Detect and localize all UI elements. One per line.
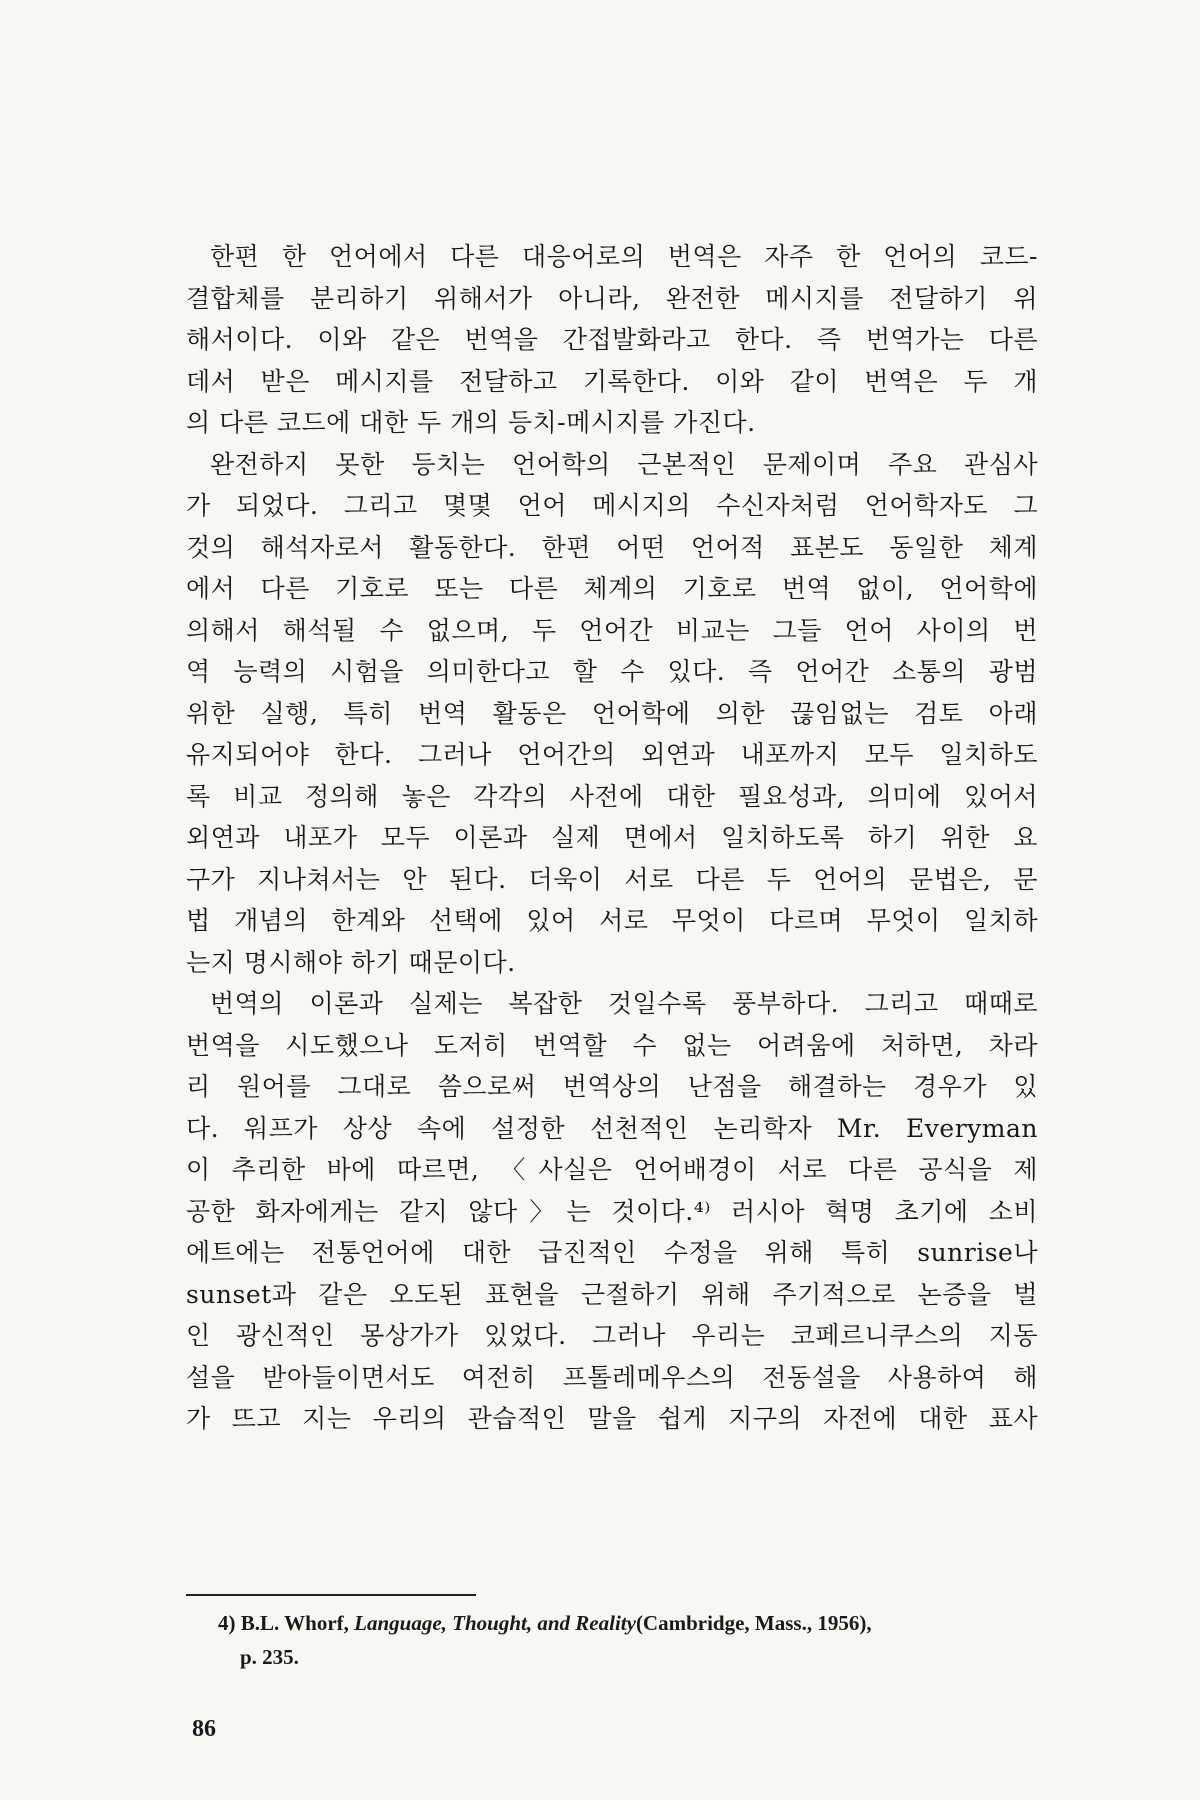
body-line: 것의 해석자로서 활동한다. 한편 어떤 언어적 표본도 동일한 체계 xyxy=(186,532,1038,562)
footnote xyxy=(218,1606,1038,1674)
body-line: 유지되어야 한다. 그러나 언어간의 외연과 내포까지 모두 일치하도 xyxy=(186,740,1038,769)
body-line: 인 광신적인 몽상가가 있었다. 그러나 우리는 코페르니쿠스의 지동 xyxy=(186,1321,1038,1350)
body-line: 해서이다. 이와 같은 번역을 간접발화라고 한다. 즉 번역가는 다른 xyxy=(186,325,1038,354)
body-line: 리 원어를 그대로 씀으로써 번역상의 난점을 해결하는 경우가 있 xyxy=(186,1072,1038,1101)
body-line: 위한 실행, 특히 번역 활동은 언어학에 의한 끊임없는 검토 아래 xyxy=(186,698,1038,728)
footnote-author: B.L. Whorf, xyxy=(240,1611,349,1635)
body-line: 법 개념의 한계와 선택에 있어 서로 무엇이 다르며 무엇이 일치하 xyxy=(186,906,1038,935)
body-line: 의 다른 코드에 대한 두 개의 등치-메시지를 가진다. xyxy=(186,408,756,437)
body-line: sunset과 같은 오도된 표현을 근절하기 위해 주기적으로 논증을 벌 xyxy=(186,1279,1038,1309)
footnote-number: 4) xyxy=(218,1611,236,1635)
body-line: 공한 화자에게는 같지 않다〉는 것이다.⁴⁾ 러시아 혁명 초기에 소비 xyxy=(186,1196,1038,1226)
body-line: 외연과 내포가 모두 이론과 실제 면에서 일치하도록 하기 위한 요 xyxy=(186,823,1038,852)
body-line: 번역의 이론과 실제는 복잡한 것일수록 풍부하다. 그리고 때때로 xyxy=(210,989,1038,1018)
body-line: 번역을 시도했으나 도저히 번역할 수 없는 어려움에 처하면, 차라 xyxy=(186,1030,1038,1060)
body-text xyxy=(186,236,1038,1440)
body-line: 결합체를 분리하기 위해서가 아니라, 완전한 메시지를 전달하기 위 xyxy=(186,283,1038,313)
footnote-page: p. 235. xyxy=(240,1645,299,1669)
body-line: 는지 명시해야 하기 때문이다. xyxy=(186,947,516,977)
body-line: 가 되었다. 그리고 몇몇 언어 메시지의 수신자처럼 언어학자도 그 xyxy=(186,491,1038,520)
body-line: 록 비교 정의해 놓은 각각의 사전에 대한 필요성과, 의미에 있어서 xyxy=(186,781,1038,811)
footnote-publication: (Cambridge, Mass., 1956), xyxy=(635,1611,872,1635)
body-line: 구가 지나쳐서는 안 된다. 더욱이 서로 다른 두 언어의 문법은, 문 xyxy=(186,864,1038,894)
footnote-line-1 xyxy=(218,1606,1038,1640)
body-line: 완전하지 못한 등치는 언어학의 근본적인 문제이며 주요 관심사 xyxy=(210,449,1038,479)
footnote-line-2 xyxy=(218,1640,1038,1674)
body-line: 데서 받은 메시지를 전달하고 기록한다. 이와 같이 번역은 두 개 xyxy=(186,366,1038,396)
footnote-divider xyxy=(186,1594,476,1596)
footnote-title: Language, Thought, and Reality xyxy=(354,1611,636,1635)
body-line: 역 능력의 시험을 의미한다고 할 수 있다. 즉 언어간 소통의 광범 xyxy=(186,657,1038,686)
body-line: 가 뜨고 지는 우리의 관습적인 말을 쉽게 지구의 자전에 대한 표사 xyxy=(186,1404,1038,1433)
body-line: 설을 받아들이면서도 여전히 프톨레메우스의 전동설을 사용하여 해 xyxy=(186,1362,1038,1392)
body-line: 이 추리한 바에 따르면, 〈사실은 언어배경이 서로 다른 공식을 제 xyxy=(186,1155,1038,1184)
body-line: 다. 워프가 상상 속에 설정한 선천적인 논리학자 Mr. Everyman xyxy=(186,1113,1038,1143)
body-line: 에서 다른 기호로 또는 다른 체계의 기호로 번역 없이, 언어학에 xyxy=(186,574,1038,603)
body-line: 의해서 해석될 수 없으며, 두 언어간 비교는 그들 언어 사이의 번 xyxy=(186,615,1038,645)
page-number: 86 xyxy=(192,1716,216,1742)
body-line: 한편 한 언어에서 다른 대응어로의 번역은 자주 한 언어의 코드- xyxy=(210,242,1038,271)
body-line: 에트에는 전통언어에 대한 급진적인 수정을 위해 특히 sunrise나 xyxy=(186,1238,1038,1267)
